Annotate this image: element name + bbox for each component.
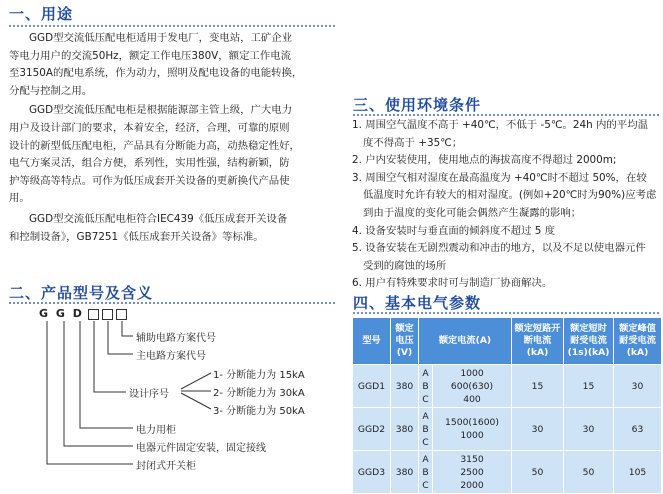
label-power-cabinet: 电力用柜 [136, 425, 176, 436]
env-line-4: 3. 周围空气相对湿度在最高温度为 +40℃时不超过 50%，在较 [352, 171, 647, 184]
label-enclosed-switchgear: 封闭式开关柜 [136, 461, 196, 472]
current-b: 600(630) [450, 380, 494, 392]
header-peak-current: 额定峰值耐受电流(kA) [614, 318, 662, 365]
model-code: G G D [39, 307, 84, 320]
env-line-7: 4. 设备安装时与垂直面的倾斜度不超过 5 度 [352, 224, 556, 237]
table-row [353, 365, 662, 408]
env-line-8: 5. 设备安装在无剧烈震动和冲击的地方，以及不足以使电器元件 [352, 242, 646, 255]
usage-p1-line-1: GGD型交流低压配电柜适用于发电厂，变电站，工矿企业 [29, 32, 293, 44]
model-heading: 二、产品型号及含义 [9, 284, 154, 302]
current-c: 2000 [460, 479, 484, 491]
usage-p2-line-6: 用。 [9, 192, 30, 205]
environment-list [352, 117, 663, 293]
environment-heading-rule [353, 114, 659, 116]
cell-voltage: 380 [391, 451, 419, 494]
parameters-heading: 四、基本电气参数 [353, 294, 482, 312]
usage-p2-line-5: 护等级高等特点。可作为低压成套开关设备的更新换代产品使 [9, 174, 290, 187]
abc-a: A [422, 410, 429, 422]
abc-a: A [422, 367, 429, 379]
header-rated-voltage: 额定电压(V) [391, 318, 419, 365]
current-a: 1500(1600) [445, 417, 499, 428]
header-breaking-current: 额定短路开断电流(kA) [512, 318, 564, 365]
abc-a: A [422, 453, 429, 465]
usage-p1-line-4: 分配与控制之用。 [9, 84, 93, 97]
cell-short-time: 30 [564, 408, 614, 451]
env-line-10: 6. 用户有特殊要求时可与制造厂协商解决。 [352, 277, 553, 290]
table-row [353, 451, 662, 494]
cell-voltage: 380 [391, 365, 419, 408]
label-design-serial: 设计序号 [129, 389, 169, 400]
cell-short-time: 50 [564, 451, 614, 494]
abc-b: B [422, 380, 429, 392]
env-line-2: 度不得高于 +35℃； [363, 136, 463, 149]
cell-abc [419, 365, 433, 408]
table-header-row [353, 318, 662, 365]
usage-p2-line-1: GGD型交流低压配电柜是根据能源部主管上级，广大电力 [29, 104, 293, 117]
abc-b: B [422, 423, 429, 435]
abc-b: B [422, 466, 429, 478]
current-b: 1000 [460, 430, 484, 441]
env-line-5: 低温度时允许有较大的相对湿度。(例如+20℃时为90%)应考虑 [363, 189, 657, 202]
usage-p1-line-2: 等电力用户的交流50Hz，额定工作电压380V，额定工作电流 [9, 49, 292, 62]
cell-breaking: 30 [512, 408, 564, 451]
cell-abc [419, 451, 433, 494]
cell-voltage: 380 [391, 408, 419, 451]
current-a: 1000 [460, 367, 484, 379]
env-line-3: 2. 户内安装使用，使用地点的海拔高度不得超过 2000m; [352, 154, 617, 167]
cell-peak: 105 [614, 451, 662, 494]
cell-currents [433, 451, 512, 494]
usage-p3-line-2: 和控制设备》，GB7251《低压成套开关设备》等标准。 [9, 230, 264, 243]
label-aux-circuit: 辅助电路方案代号 [136, 333, 216, 344]
current-b: 2500 [460, 466, 484, 478]
current-a: 3150 [460, 453, 484, 465]
cell-model: GGD3 [353, 451, 391, 494]
usage-p2-line-4: 电气方案灵活，组合方便，系列性，实用性强，结构新颖，防 [9, 157, 290, 170]
environment-heading: 三、使用环境条件 [353, 96, 482, 114]
env-line-6: 到由于温度的变化可能会偶然产生凝露的影响； [363, 206, 582, 219]
env-line-1: 1. 周围空气温度不高于 +40℃，不低于 -5℃。24h 内的平均温 [352, 119, 648, 131]
parameters-heading-rule [353, 312, 659, 314]
current-c: 400 [463, 393, 481, 405]
label-capacity-1: 1- 分断能力为 15kA [213, 370, 305, 381]
label-capacity-2: 2- 分断能力为 30kA [213, 388, 305, 399]
env-line-9: 受到的腐蚀的场所 [363, 259, 447, 272]
usage-p2-line-2: 用户及设计部门的要求，本着安全，经济，合理，可靠的原则 [9, 121, 290, 134]
header-rated-current: 额定电流(A) [419, 318, 512, 365]
header-short-time-current: 额定短时耐受电流(1s)(kA) [564, 318, 614, 365]
cell-currents [433, 408, 512, 451]
usage-p2-line-3: 设计的新型低压配电柜，产品具有分断能力高，动热稳定性好， [9, 139, 300, 152]
usage-p3-line-1: GGD型交流低压配电柜符合IEC439《低压成套开关设备 [29, 212, 288, 225]
cell-breaking: 50 [512, 451, 564, 494]
abc-c: C [422, 436, 429, 448]
label-capacity-3: 3- 分断能力为 50kA [213, 406, 305, 417]
usage-p1-line-3: 至3150A的配电系统，作为动力，照明及配电设备的电能转换， [9, 67, 303, 80]
cell-peak: 30 [614, 365, 662, 408]
abc-c: C [422, 393, 429, 405]
cell-currents [433, 365, 512, 408]
cell-abc [419, 408, 433, 451]
cell-model: GGD2 [353, 408, 391, 451]
cell-model: GGD1 [353, 365, 391, 408]
label-fixed-installation: 电器元件固定安装，固定接线 [136, 443, 266, 454]
cell-breaking: 15 [512, 365, 564, 408]
cell-peak: 63 [614, 408, 662, 451]
table-row [353, 408, 662, 451]
header-model: 型号 [353, 318, 391, 365]
cell-short-time: 15 [564, 365, 614, 408]
parameters-table [352, 317, 662, 494]
abc-c: C [422, 479, 429, 491]
usage-heading: 一、用途 [9, 5, 74, 23]
label-main-circuit: 主电路方案代号 [136, 351, 206, 362]
